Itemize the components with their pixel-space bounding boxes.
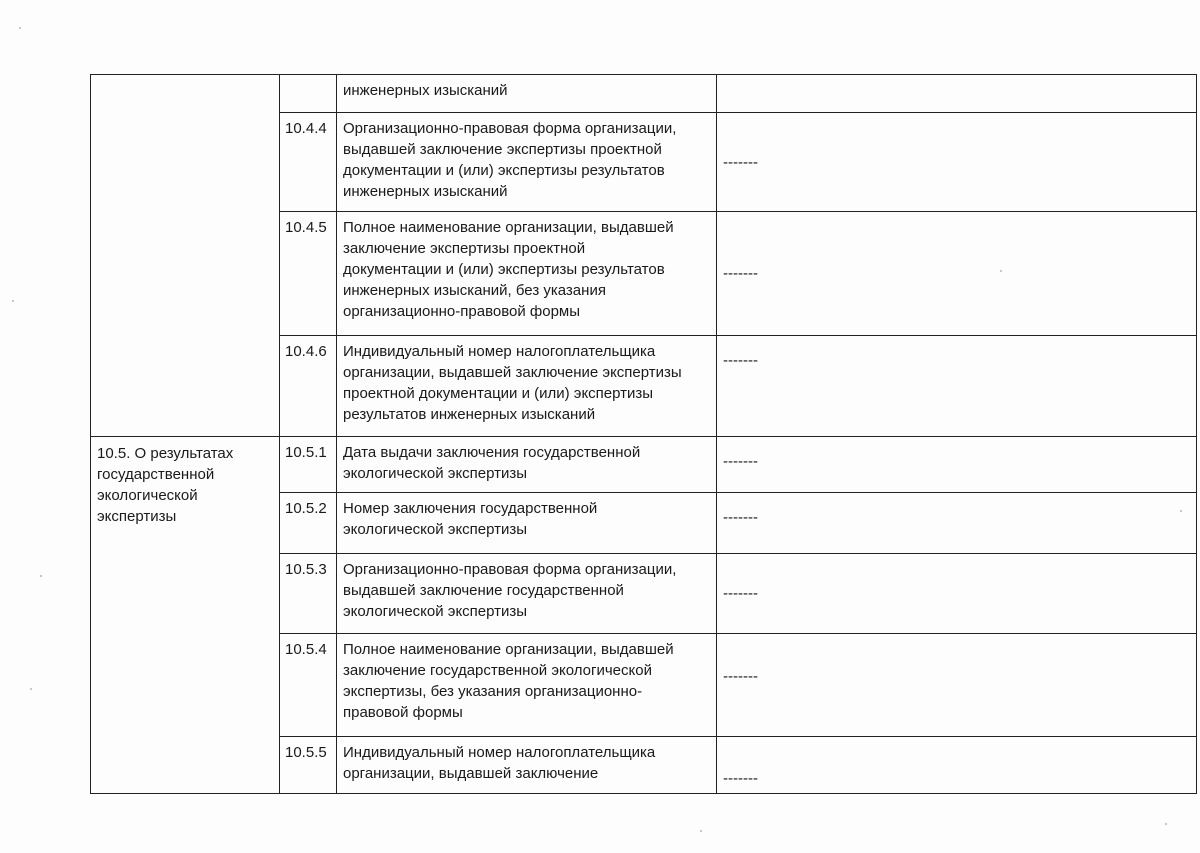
scan-speck xyxy=(700,830,702,832)
scan-speck xyxy=(12,300,14,302)
row-description: Полное наименование организации, выдавшей заключение государственной экологической экспертизы, без указания организационно- правовой формы xyxy=(337,634,717,737)
row-number: 10.5.4 xyxy=(280,634,337,737)
scan-speck xyxy=(1165,823,1167,825)
row-description: Организационно-правовая форма организации, выдавшей заключение экспертизы проектной документации и (или) экспертизы результатов инженерных изысканий xyxy=(337,113,717,212)
row-value xyxy=(717,75,1197,113)
registry-table xyxy=(90,74,1197,794)
section-title-10-5: 10.5. О результатах государственной экологической экспертизы xyxy=(91,437,280,794)
table-row xyxy=(91,75,1197,113)
scan-speck xyxy=(19,27,21,29)
row-value: ------- xyxy=(717,113,1197,212)
row-number xyxy=(280,75,337,113)
row-number: 10.4.5 xyxy=(280,212,337,336)
row-description: Индивидуальный номер налогоплательщика организации, выдавшей заключение экспертизы проектной документации и (или) экспертизы результатов инженерных изысканий xyxy=(337,336,717,437)
row-value: ------- xyxy=(717,437,1197,493)
row-value: ------- xyxy=(717,212,1197,336)
row-value: ------- xyxy=(717,554,1197,634)
row-description: Номер заключения государственной экологической экспертизы xyxy=(337,493,717,554)
row-number: 10.4.4 xyxy=(280,113,337,212)
row-description: Полное наименование организации, выдавшей заключение экспертизы проектной документации и (или) экспертизы результатов инженерных изысканий, без указания организационно-правовой формы xyxy=(337,212,717,336)
row-value: ------- xyxy=(717,336,1197,437)
row-description: Организационно-правовая форма организации, выдавшей заключение государственной экологической экспертизы xyxy=(337,554,717,634)
row-number: 10.5.1 xyxy=(280,437,337,493)
scan-speck xyxy=(30,688,32,690)
row-number: 10.5.3 xyxy=(280,554,337,634)
row-number: 10.5.2 xyxy=(280,493,337,554)
row-value: ------- xyxy=(717,737,1197,794)
row-description: Индивидуальный номер налогоплательщика организации, выдавшей заключение xyxy=(337,737,717,794)
scan-speck xyxy=(40,575,42,577)
table-row xyxy=(91,437,1197,493)
row-value: ------- xyxy=(717,493,1197,554)
row-value: ------- xyxy=(717,634,1197,737)
row-description: инженерных изысканий xyxy=(337,75,717,113)
row-description: Дата выдачи заключения государственной экологической экспертизы xyxy=(337,437,717,493)
section-cell-empty xyxy=(91,75,280,437)
row-number: 10.5.5 xyxy=(280,737,337,794)
row-number: 10.4.6 xyxy=(280,336,337,437)
